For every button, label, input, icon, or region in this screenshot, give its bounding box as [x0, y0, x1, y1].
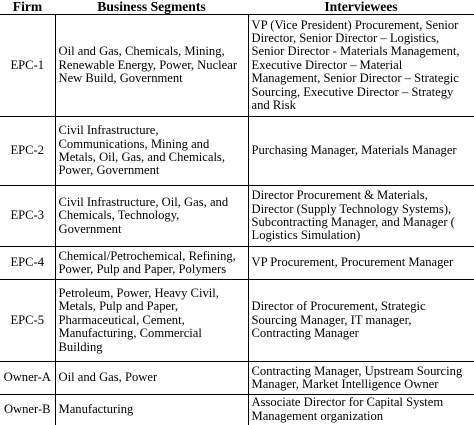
- firm-cell: EPC-2: [0, 117, 55, 186]
- header-firm: Firm: [0, 0, 55, 15]
- table-row: [0, 117, 474, 186]
- firm-cell: EPC-4: [0, 247, 55, 280]
- segments-cell: Petroleum, Power, Heavy Civil, Metals, Pulp and Paper, Pharmaceutical, Cement, Manufacturing, Commercial Building: [55, 280, 248, 362]
- segments-cell: Manufacturing: [55, 395, 248, 425]
- table-row: [0, 15, 474, 117]
- segments-cell: Chemical/Petrochemical, Refining, Power, Pulp and Paper, Polymers: [55, 247, 248, 280]
- interviewees-cell: VP Procurement, Procurement Manager: [248, 247, 474, 280]
- table-header-row: [0, 0, 474, 15]
- header-business-segments: Business Segments: [55, 0, 248, 15]
- table-row: [0, 362, 474, 395]
- table-row: [0, 186, 474, 247]
- interviewees-cell: VP (Vice President) Procurement, Senior Director, Senior Director – Logistics, Senior Director - Materials Management, Executive Director – Material Management, Senior Director – Strategic Sourcing, Executive Director – Strategy and Risk: [248, 15, 474, 117]
- segments-cell: Civil Infrastructure, Communications, Mining and Metals, Oil, Gas, and Chemicals, Power, Government: [55, 117, 248, 186]
- interviewees-cell: Associate Director for Capital System Management organization: [248, 395, 474, 425]
- firm-cell: Owner-A: [0, 362, 55, 395]
- firm-cell: EPC-1: [0, 15, 55, 117]
- interviewees-cell: Director of Procurement, Strategic Sourcing Manager, IT manager, Contracting Manager: [248, 280, 474, 362]
- interviewees-cell: Director Procurement & Materials, Director (Supply Technology Systems), Subcontracting Manager, and Manager ( Logistics Simulation): [248, 186, 474, 247]
- table-row: [0, 280, 474, 362]
- interviewees-cell: Purchasing Manager, Materials Manager: [248, 117, 474, 186]
- header-interviewees: Interviewees: [248, 0, 474, 15]
- interviewees-cell: Contracting Manager, Upstream Sourcing Manager, Market Intelligence Owner: [248, 362, 474, 395]
- segments-cell: Oil and Gas, Chemicals, Mining, Renewable Energy, Power, Nuclear New Build, Government: [55, 15, 248, 117]
- firm-cell: EPC-3: [0, 186, 55, 247]
- firm-cell: EPC-5: [0, 280, 55, 362]
- table-row: [0, 247, 474, 280]
- segments-cell: Oil and Gas, Power: [55, 362, 248, 395]
- segments-cell: Civil Infrastructure, Oil, Gas, and Chemicals, Technology, Government: [55, 186, 248, 247]
- firm-cell: Owner-B: [0, 395, 55, 425]
